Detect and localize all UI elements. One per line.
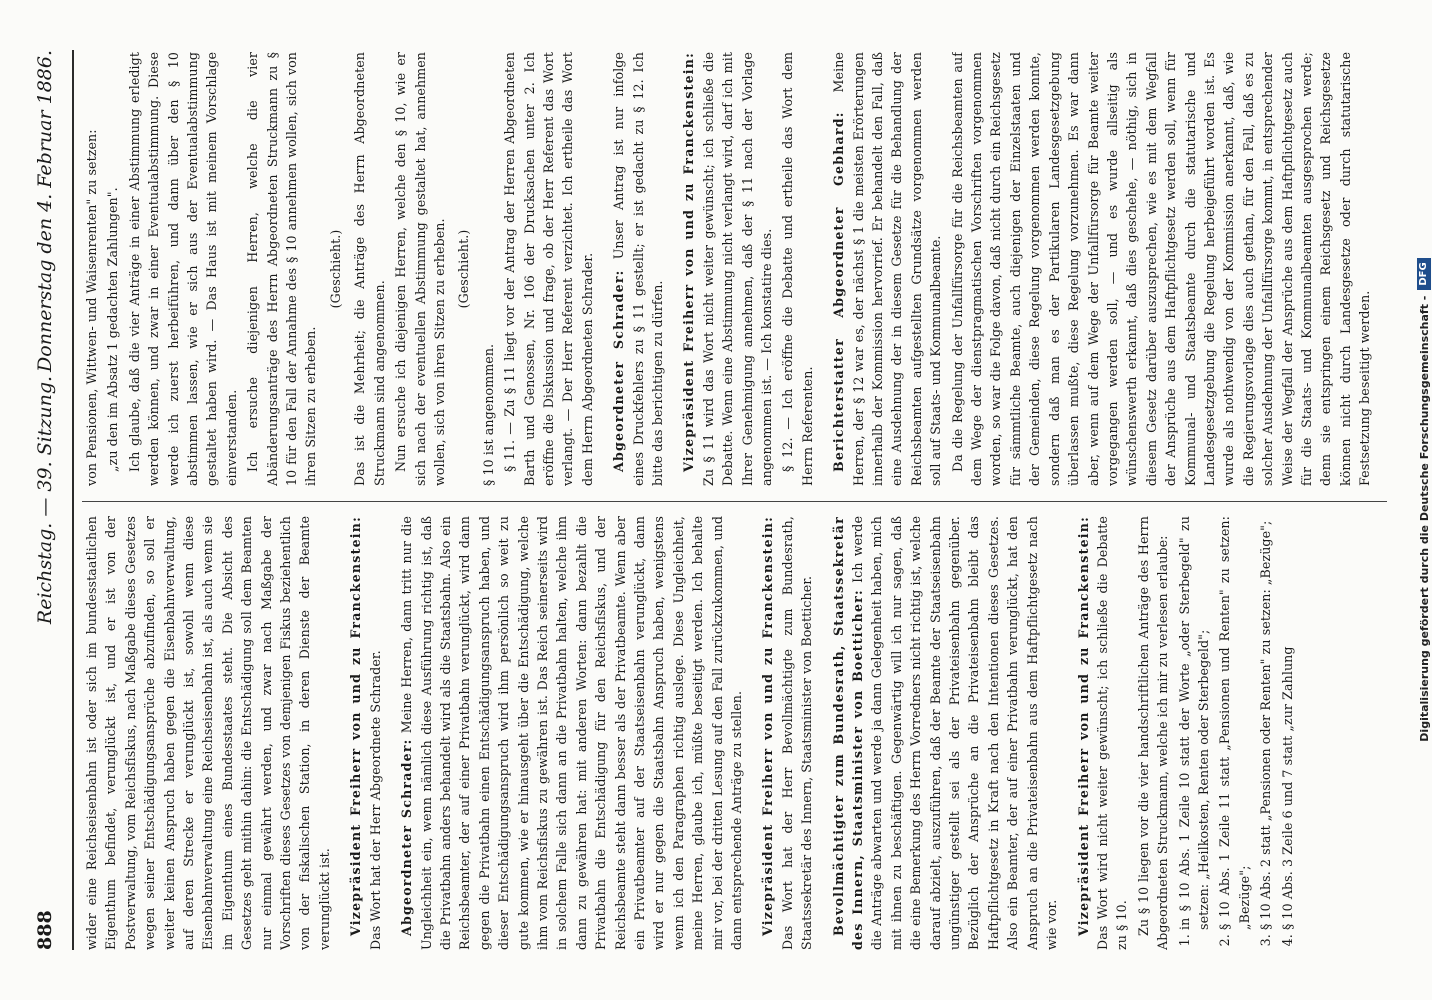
paragraph — [397, 516, 746, 950]
speaker-name: Vizepräsident Freiherr von und zu Franckenstein: — [760, 516, 776, 936]
paragraph: Nun ersuche ich diejenigen Herren, welche den § 10, wie er sich nach der eventuellen Abstimmung gestaltet hat, annehmen wollen, sich von ihren Sitzen zu erheben. — [393, 52, 447, 486]
paragraph — [609, 52, 667, 486]
session-title: Reichstag. — 39. Sitzung. — [34, 375, 56, 625]
stage-direction: (Geschieht.) — [327, 229, 343, 309]
amendment-list — [1175, 516, 1297, 950]
paragraph: Zu § 10 liegen vor die vier handschriftlichen Anträge des Herrn Abgeordneten Struckmann, welche ich mir zu verlesen erlaube: — [1135, 516, 1171, 950]
speaker-name: Bevollmächtigter zum Bundesrath, Staatssekretär des Innern, Staatsminister von Boetticher: — [830, 516, 866, 950]
amendment-item: 1. in § 10 Abs. 1 Zeile 10 statt der Worte „oder Sterbegeld" zu setzen: „Heilkosten, Renten oder Sterbegeld"; — [1175, 516, 1214, 930]
speech-text: Meine Herren, dann tritt nur die Ungleichheit ein, wenn nämlich diese Ausführung richtig ist, daß die Privatbahn anders behandelt wird als die Staatsbahn. Also ein Reichsbeamter, der auf einer Privatbahn verunglückt, wird dann gegen die Privatbahn einen Entschädigungsanspruch haben, und dieser Entschädigungsanspruch wird ihm persönlich so weit zu gute kommen, wie er hinausgeht über die Entschädigung, welche ihm vom Reichsfiskus zu gewähren ist. Das Reich seinerseits wird in solchem Falle sich dann an die Privatbahn halten, welche ihm dann zu gewähren hat: mit anderen Worten: dann bezahlt die Privatbahn die Entschädigung für den Reichsfiskus, und der Reichsbeamte steht dann besser als der Privatbeamte. Wenn aber ein Privatbeamter auf der Staatseisenbahn verunglückt, dann wird er nur gegen die Staatsbahn Anspruch haben, wenigstens wenn ich den Paragraphen richtig auslege. Diese Ungleichheit, meine Herren, glaube ich, müßte beseitigt werden. Ich behalte mir vor, bei der dritten Lesung auf den Fall zurückzukommen, und dann entsprechende Anträge zu stellen. — [399, 516, 744, 950]
paragraph — [829, 516, 1062, 950]
speech-text: Das Wort hat der Herr Abgeordnete Schrader. — [367, 650, 383, 950]
speech-text: Meine Herren, der § 12 war es, der nächst § 1 die meisten Erörterungen innerhalb der Kommission hervorrief. Er behandelt den Fall, daß eine Ausdehnung der in diesem Gesetze für die Behandlung der Reichsbeamten aufgestellten Grundsätze vorgenommen werden soll auf Staats- und Kommunalbeamte. — [831, 52, 944, 486]
speech-text: Unser Antrag ist nur infolge eines Druckfehlers zu § 11 gestellt; er ist gedacht zu § 12. Ich bitte das berichtigen zu dürfen. — [611, 52, 665, 486]
left-column — [82, 516, 1392, 950]
session-date: Donnerstag den 4. Februar 1886. — [34, 50, 56, 372]
speaker-name: Berichterstatter Abgeordneter Gebhard: — [831, 111, 847, 472]
speaker-name: Vizepräsident Freiherr von und zu Franckenstein: — [681, 52, 697, 472]
amendment-item: 4. § 10 Abs. 3 Zeile 6 und 7 statt „zur Zahlung — [1278, 516, 1297, 930]
paragraph: § 11. — Zu § 11 liegt vor der Antrag der Herren Abgeordneten Barth und Genossen, Nr. 106 der Drucksachen unter 2. Ich eröffne die Diskussion und frage, ob der Herr Referent das Wort verlangt. — Der Herr Referent verzichtet. Ich ertheile das Wort dem Herrn Abgeordneten Schrader. — [502, 52, 595, 486]
paragraph: Da die Regelung der Unfallfürsorge für die Reichsbeamten auf dem Wege der dienstpragmatischen Vorschriften vorgenommen worden, so war die Folge davon, daß nicht durch ein Reichsgesetz für sämmtliche Beamte, auch diejenigen der Einzelstaaten und der Gemeinden, diese Regelung vorgenommen werden konnte, sondern daß man es der Partikularen Landesgesetzgebung überlassen mußte, diese Regelung vorzunehmen. Es war dann aber, wenn auf dem Wege der Unfallfürsorge für Beamte weiter vorgegangen werden soll, — und es wurde allseitig als wünschenswerth erkannt, daß dies geschehe, — nöthig, sich in diesem Gesetz darüber auszusprechen, wie es mit dem Wegfall der Ansprüche aus dem Haftpflichtgesetz werden soll, wenn für Kommunal- und Staatsbeamte durch die statutarische und Landesgesetzgebung die Regelung herbeigeführt worden ist. Es wurde als nothwendig von der Kommission anerkannt, daß, wie die Regierungsvorlage dies auch gethan, für den Fall, daß es zu solcher Ausdehnung der Unfallfürsorge kommt, in entsprechender Weise der Wegfall der Ansprüche aus dem Haftpflichtgesetz auch für die Staats- und Kommunalbeamten ausgesprochen werde; denn sie entspringen einem Reichsgesetz und Reichsgesetze können nicht durch Landesgesetze oder durch statutarische Festsetzung beseitigt werden. — [949, 52, 1373, 486]
page-header — [28, 50, 70, 950]
right-column — [82, 52, 1392, 486]
digitization-credit-strip — [1412, 0, 1432, 1000]
paragraph: Das ist die Mehrheit; die Anträge des Herrn Abgeordneten Struckmann sind angenommen. — [352, 52, 387, 486]
stage-direction: (Geschieht.) — [456, 229, 472, 309]
paragraph — [346, 516, 385, 950]
dfg-logo: DFG — [1417, 258, 1431, 289]
amendment-item: 3. § 10 Abs. 2 statt „Pensionen oder Renten" zu setzen: „Bezüge"; — [1256, 516, 1275, 930]
paragraph: wider eine Reichseisenbahn ist oder sich im bundesstaatlichen Eigenthum befindet, verunglückt ist, und er ist von der Postverwaltung, vom Reichsfiskus, nach Maßgabe dieses Gesetzes wegen seiner Entschädigungsansprüche abzufinden, so soll er weiter keinen Anspruch haben gegen die Eisenbahnverwaltung, auf deren Strecke er verunglückt ist, sowohl wenn diese Eisenbahnverwaltung eine Reichseisenbahn ist, als auch wenn sie im Eigenthum eines Bundesstaates steht. Die Absicht des Gesetzes geht mithin dahin: die Entschädigung soll dem Beamten nur einmal gewährt werden, und zwar nach Maßgabe der Vorschriften dieses Gesetzes von demjenigen Fiskus beziehentlich von der fiskalischen Station, in deren Dienste der Beamte verunglückt ist. — [84, 516, 332, 950]
paragraph: Ich ersuche diejenigen Herren, welche die vier Abänderungsanträge des Herrn Abgeordneten Struckmann zu § 10 für den Fall der Annahme des § 10 annehmen wollen, sich von ihren Sitzen zu erheben. — [245, 52, 319, 486]
speaker-name: Abgeordneter Schrader: — [611, 269, 627, 472]
paragraph — [679, 52, 776, 486]
column-rule — [82, 501, 1387, 502]
page-number: 888 — [34, 910, 56, 950]
speech-text: Das Wort wird nicht weiter gewünscht; ich schließe die Debatte zu § 10. — [1094, 516, 1130, 950]
paragraph — [758, 516, 816, 950]
speech-text: Ich werde die Anträge abwarten und werde ja dann Gelegenheit haben, mich mit ihnen zu beschäftigen. Gegenwärtig will ich nur sagen, daß die eine Bemerkung des Herrn Vorredners nicht richtig ist, welche darauf abzielt, auszuführen, daß der Beamte der Staatseisenbahn ungünstiger gestellt sei als der Privateisenbahn gegenüber. Bezüglich der Ansprüche an die Privateisenbahn bleibt das Haftpflichtgesetz in Kraft nach den Intentionen dieses Gesetzes. Also ein Beamter, der auf einer Privatbahn verunglückt, hat den Anspruch an die Privateisenbahn aus dem Haftpflichtgesetz nach wie vor. — [850, 516, 1060, 950]
header-rule — [72, 50, 74, 950]
rotated-page-content — [20, 20, 1410, 980]
paragraph: § 10 ist angenommen. — [480, 343, 496, 486]
paragraph: von Pensionen, Wittwen- und Waisenrenten" zu setzen: — [84, 129, 99, 486]
speaker-name: Vizepräsident Freiherr von und zu Franckenstein: — [1075, 516, 1091, 936]
paragraph: § 12. — Ich eröffne die Debatte und ertheile das Wort dem Herrn Referenten. — [780, 52, 815, 486]
amendment-item: 2. § 10 Abs. 1 Zeile 11 statt „Pensionen und Renten" zu setzen: „Bezüge"; — [1215, 516, 1254, 930]
paragraph — [1074, 516, 1132, 950]
speaker-name: Abgeordneter Schrader: — [399, 738, 415, 936]
speech-text: Das Wort hat der Herr Bevollmächtigte zum Bundesrath, Staatssekretär des Innern, Staatsminister von Boetticher. — [779, 516, 815, 950]
paragraph: „zu den im Absatz 1 gedachten Zahlungen". — [105, 187, 121, 472]
digitization-credit — [1414, 0, 1432, 1000]
credit-text: Digitalisierung gefördert durch die Deutsche Forschungsgemeinschaft - — [1417, 295, 1431, 742]
speaker-name: Vizepräsident Freiherr von und zu Franckenstein: — [348, 516, 364, 936]
speech-text: Zu § 11 wird das Wort nicht weiter gewünscht; ich schließe die Debatte. Wenn eine Abstimmung nicht verlangt wird, darf ich mit Ihrer Genehmigung annehmen, daß der § 11 nach der Vorlage angenommen ist. — Ich konstatire dies. — [700, 52, 774, 486]
paragraph — [829, 52, 945, 486]
paragraph: Ich glaube, daß die vier Anträge in einer Abstimmung erledigt werden können, und zwar in einer Eventualabstimmung. Diese werde ich zuerst herbeiführen, und dann über den § 10 abstimmen lassen, wie er sich aus der Eventualabstimmung gestaltet haben wird. — Das Haus ist mit meinem Vorschlage einverstanden. — [126, 52, 239, 486]
